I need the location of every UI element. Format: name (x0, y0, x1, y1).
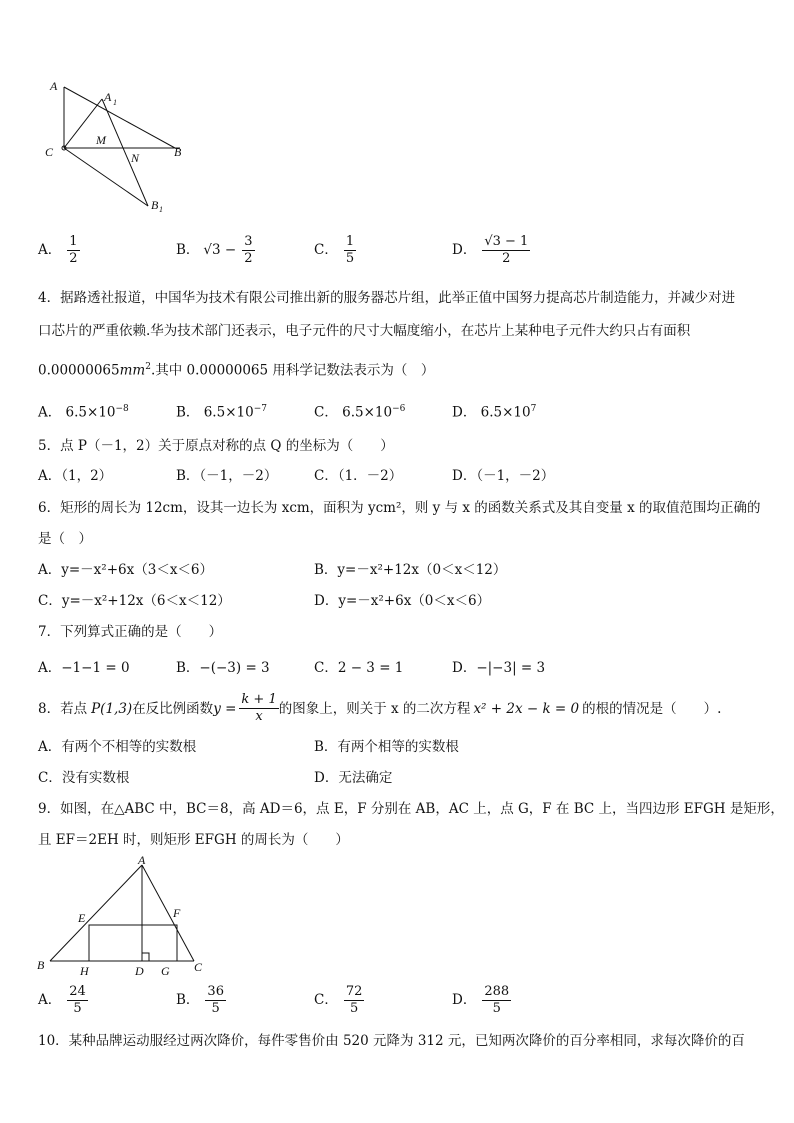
fraction: $\frac{1}{2}$ (69, 234, 78, 266)
q10-stem-line1: 10．某种品牌运动服经过两次降价，每件零售价由 520 元降为 312 元，已知两次降价的百分率相同，求每次降价的百 (38, 1033, 745, 1049)
q9-stem-line1: 9．如图，在△ABC 中，BC＝8，高 AD＝6，点 E，F 分别在 AB，AC 上，点 G，F 在 BC 上，当四边形 EFGH 是矩形， (38, 801, 784, 817)
q5-option-d[interactable]: D．（－1，－2） (452, 468, 555, 484)
label-A1: A (104, 90, 112, 104)
label-C: C (45, 145, 54, 159)
fraction: $\frac{72}{5}$ (345, 984, 363, 1016)
q7-option-d[interactable]: D．−|−3| = 3 (452, 660, 546, 676)
label-B1-sub: 1 (159, 205, 163, 214)
q4-stem-line2: 口芯片的严重依赖.华为技术部门还表示，电子元件的尺寸大幅度缩小，在芯片上某种电子元件大约只占有面积 (38, 323, 691, 339)
q7-stem: 7．下列算式正确的是（ ） (38, 624, 223, 640)
fraction: $\frac{1}{5}$ (345, 234, 355, 266)
label-A1-sub: 1 (113, 98, 117, 107)
q6-stem-line1: 6．矩形的周长为 12cm，设其一边长为 xcm，面积为 ycm²，则 y 与 x 的函数关系式及其自变量 x 的取值范围均正确的 (38, 500, 761, 516)
q8-option-c[interactable]: C．没有实数根 (38, 770, 130, 786)
label-N: N (131, 151, 140, 165)
q6-option-a[interactable]: A．y=－x²+6x（3＜x＜6） (38, 562, 214, 578)
fraction: $\frac{36}{5}$ (207, 984, 224, 1016)
q5-option-c[interactable]: C．（1．－2） (314, 468, 403, 484)
label-A: A (138, 853, 146, 867)
fraction: $\frac{24}{5}$ (69, 984, 86, 1016)
q7-option-a[interactable]: A．−1−1 = 0 (38, 660, 130, 676)
q3-option-d[interactable]: D． $\frac{√3 - 1}{2}$ (452, 234, 529, 266)
q4-stem-line1: 4．据路透社报道，中国华为技术有限公司推出新的服务器芯片组，此举正值中国努力提高芯片制造能力，并减少对进 (38, 290, 736, 306)
q4-option-a[interactable]: A． $6.5\times 10^{-8}$ (38, 404, 129, 421)
q4-option-d[interactable]: D． $6.5\times 10^7$ (452, 404, 537, 421)
label-D: D (135, 964, 144, 978)
q3-option-c[interactable]: C． $\frac{1}{5}$ (314, 234, 355, 266)
q9-option-a[interactable]: A． $\frac{24}{5}$ (38, 984, 86, 1016)
q5-option-b[interactable]: B．（－1，－2） (176, 468, 278, 484)
fraction: $\frac{3}{2}$ (244, 234, 253, 266)
label-M: M (96, 133, 106, 147)
fraction: $\frac{√3 - 1}{2}$ (484, 234, 529, 266)
label-C: C (194, 960, 203, 974)
q9-stem-line2: 且 EF＝2EH 时，则矩形 EFGH 的周长为（ ） (38, 832, 349, 848)
fraction: $\frac{k + 1}{x}$ (241, 692, 277, 724)
figure-rotated-triangles (40, 78, 200, 218)
label-B1: B (151, 198, 159, 212)
q8-option-a[interactable]: A．有两个不相等的实数根 (38, 739, 197, 755)
q3-option-b[interactable]: B． √3 − $\frac{3}{2}$ (176, 234, 253, 266)
q7-option-c[interactable]: C．2 − 3 = 1 (314, 660, 404, 676)
label-B: B (174, 145, 182, 159)
q3-option-a[interactable]: A． $\frac{1}{2}$ (38, 234, 78, 266)
q7-option-b[interactable]: B．−(−3) = 3 (176, 660, 270, 676)
q9-option-b[interactable]: B． $\frac{36}{5}$ (176, 984, 224, 1016)
label-B: B (37, 958, 45, 972)
q8-option-d[interactable]: D．无法确定 (314, 770, 393, 786)
q8-stem: 8．若点 P(1,3) 在反比例函数 y = $\frac{k + 1}{x}$ 的图象上，则关于 x 的二次方程 x² + 2x − k = 0 的根的情况是（ ）. (38, 692, 722, 724)
label-H: H (80, 964, 89, 978)
q5-stem: 5．点 P（－1，2）关于原点对称的点 Q 的坐标为（ ） (38, 438, 394, 454)
q9-option-c[interactable]: C． $\frac{72}{5}$ (314, 984, 363, 1016)
label-A: A (50, 79, 58, 93)
q4-option-b[interactable]: B． $6.5\times 10^{-7}$ (176, 404, 267, 421)
q9-option-d[interactable]: D． $\frac{288}{5}$ (452, 984, 510, 1016)
figure-triangle-rectangle (34, 853, 214, 979)
q6-option-c[interactable]: C．y=－x²+12x（6＜x＜12） (38, 593, 231, 609)
label-F: F (173, 906, 181, 920)
q4-option-c[interactable]: C． $6.5\times 10^{-6}$ (314, 404, 406, 421)
q6-stem-line2: 是（ ） (38, 531, 92, 547)
label-G: G (161, 964, 170, 978)
q4-stem-line3: $0.00000065mm^2$.其中 0.00000065 用科学记数法表示为（ ） (38, 362, 435, 379)
q5-option-a[interactable]: A．（1，2） (38, 468, 113, 484)
label-E: E (78, 911, 86, 925)
fraction: $\frac{288}{5}$ (484, 984, 510, 1016)
q6-option-d[interactable]: D．y=－x²+6x（0＜x＜6） (314, 593, 491, 609)
q6-option-b[interactable]: B．y=－x²+12x（0＜x＜12） (314, 562, 507, 578)
q8-option-b[interactable]: B．有两个相等的实数根 (314, 739, 459, 755)
